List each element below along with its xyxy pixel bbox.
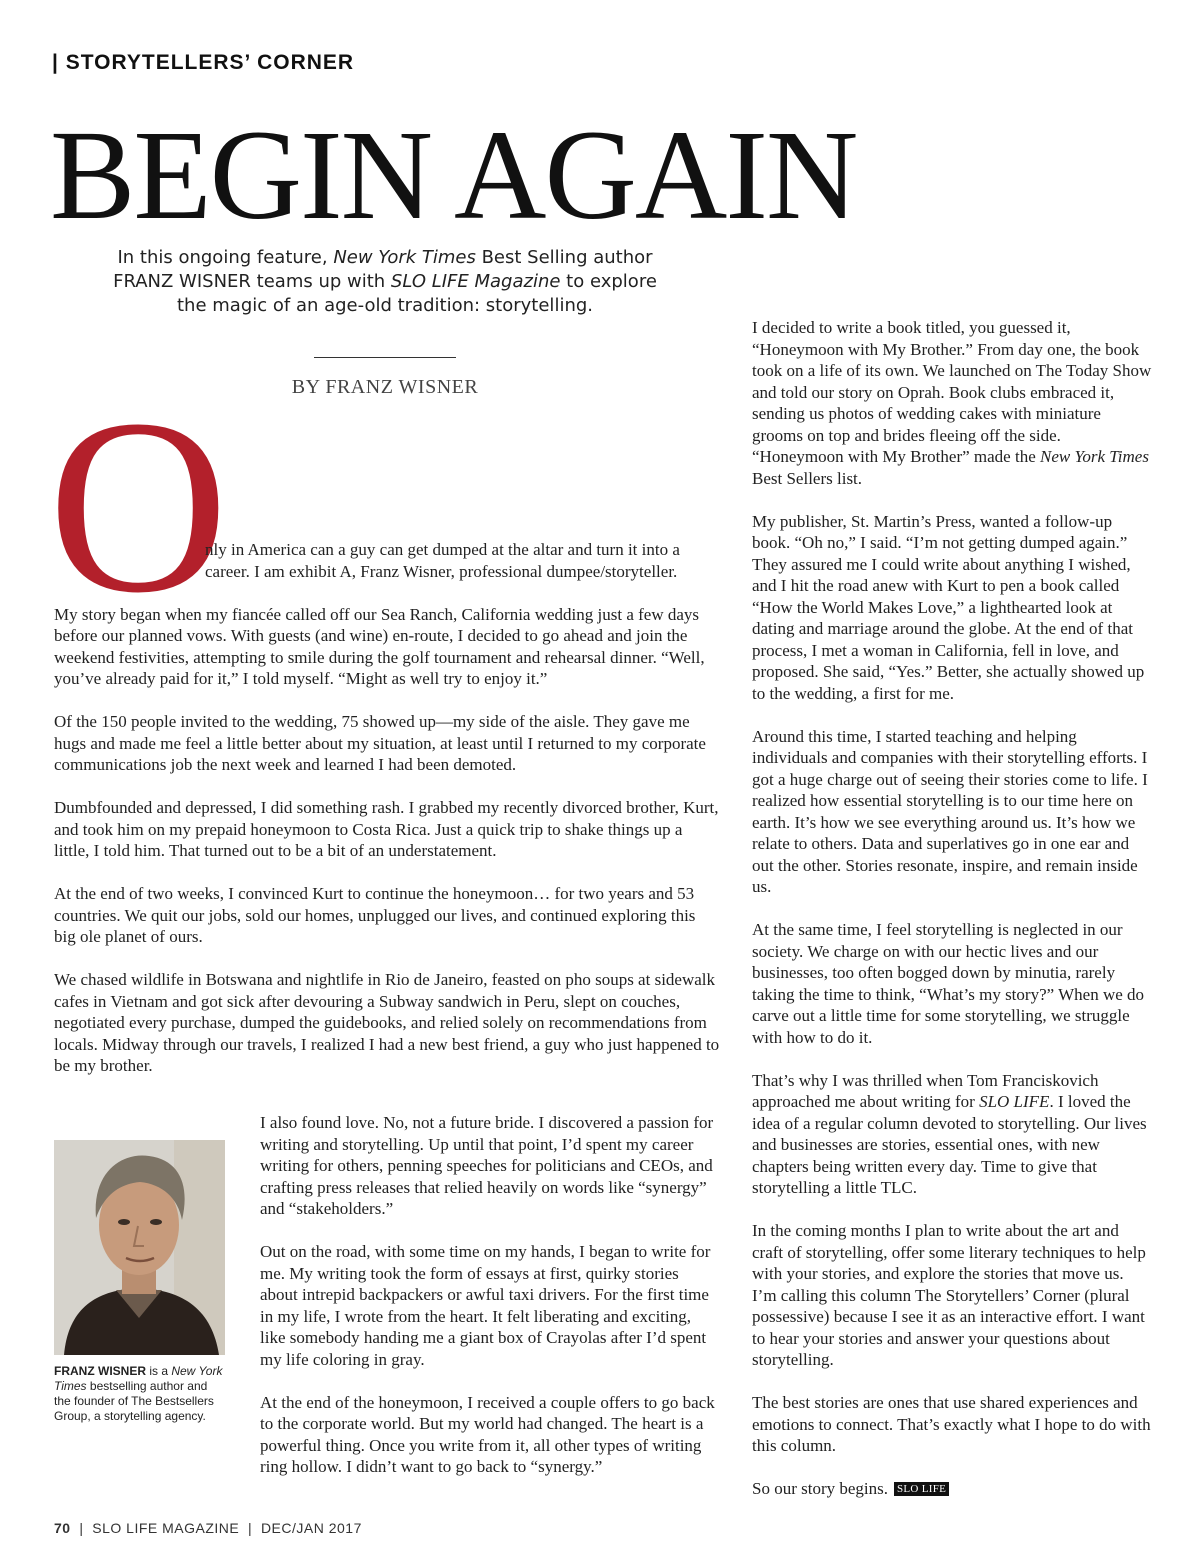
page-number: 70 bbox=[54, 1520, 71, 1536]
author-portrait-image bbox=[54, 1140, 225, 1355]
paragraph-text: . I loved the idea of a regular column devoted to storytelling. Our lives and businesses are stories, essential ones, with new chapters being written every day. Time to give that storytelling a little TLC. bbox=[752, 1092, 1147, 1197]
article-title: BEGIN AGAIN bbox=[50, 104, 857, 246]
paragraph-text: Best Sellers list. bbox=[752, 468, 863, 488]
paragraph: At the end of the honeymoon, I received a couple offers to go back to the corporate world. But my world had changed. The heart is a powerful thing. Once you write from it, all other types of writing ring hollow. I didn’t want to go back to “synergy.” bbox=[260, 1392, 715, 1476]
article-column-right bbox=[752, 317, 1152, 1500]
intro-line-2 bbox=[60, 270, 710, 294]
author-photo bbox=[54, 1140, 225, 1355]
article-column-left bbox=[54, 539, 720, 1077]
article-column-left-lower bbox=[260, 1112, 715, 1478]
byline: BY FRANZ WISNER bbox=[291, 376, 479, 398]
photo-caption bbox=[54, 1364, 224, 1424]
paragraph bbox=[752, 1478, 1152, 1500]
divider-rule bbox=[314, 357, 456, 358]
caption-italic: New York Times bbox=[54, 1364, 223, 1393]
paragraph: The best stories are ones that use shared experiences and emotions to connect. That’s exactly what I hope to do with this column. bbox=[752, 1393, 1151, 1455]
paragraph-italic: New York Times bbox=[1040, 447, 1149, 466]
intro-text: Best Selling author bbox=[475, 247, 653, 268]
intro-deck bbox=[60, 246, 710, 318]
paragraph: At the same time, I feel storytelling is neglected in our society. We charge on with our hectic lives and our businesses, too often bogged down by minutia, rarely taking the time to think, “What’s my story?” When we do carve out a little time for some storytelling, we struggle with how to do it. bbox=[752, 920, 1145, 1047]
page-footer bbox=[54, 1520, 362, 1536]
paragraph bbox=[752, 317, 1152, 489]
intro-text: FRANZ WISNER teams up with bbox=[113, 271, 391, 292]
intro-line-3: the magic of an age-old tradition: storytelling. bbox=[177, 295, 593, 316]
section-label: | STORYTELLERS’ CORNER bbox=[52, 51, 355, 74]
intro-text: to explore bbox=[560, 271, 657, 292]
paragraph-text: That’s why I was thrilled when Tom Franciskovich approached me about writing for bbox=[752, 1070, 1099, 1111]
caption-text: is a bbox=[146, 1364, 172, 1378]
paragraph: At the end of two weeks, I convinced Kurt to continue the honeymoon… for two years and 53 countries. We quit our jobs, sold our homes, unplugged our lives, and continued exploring this big ole planet of ours. bbox=[54, 884, 696, 946]
footer-publication: | SLO LIFE MAGAZINE | DEC/JAN 2017 bbox=[70, 1520, 362, 1536]
paragraph: nly in America can a guy can get dumped at the altar and turn it into a career. I am exhibit A, Franz Wisner, professional dumpee/storyteller. bbox=[205, 540, 680, 581]
end-mark: SLO LIFE bbox=[894, 1482, 949, 1496]
paragraph: Dumbfounded and depressed, I did something rash. I grabbed my recently divorced brother, Kurt, and took him on my prepaid honeymoon to Costa Rica. Just a quick trip to shake things up a little, I told him. That turned out to be a bit of an understatement. bbox=[54, 798, 719, 860]
paragraph-italic: SLO LIFE bbox=[979, 1092, 1050, 1111]
paragraph: I also found love. No, not a future bride. I discovered a passion for writing and storytelling. Up until that point, I’d spent my career writing for others, penning speeches for politicians and CEOs, and crafting press releases that relied heavily on words like “synergy” and “stakeholders.” bbox=[260, 1113, 714, 1218]
paragraph: Around this time, I started teaching and helping individuals and companies with their storytelling efforts. I got a huge charge out of seeing their stories come to life. I realized how essential storytelling is to our time here on earth. It’s how we see everything around us. It’s how we relate to others. Data and superlatives go in one ear and out the other. Stories resonate, inspire, and remain inside us. bbox=[752, 726, 1148, 896]
intro-text: In this ongoing feature, bbox=[117, 247, 334, 268]
intro-italic: New York Times bbox=[333, 247, 476, 268]
intro-italic: SLO LIFE Magazine bbox=[390, 271, 561, 292]
paragraph bbox=[752, 1070, 1152, 1199]
paragraph: My publisher, St. Martin’s Press, wanted a follow-up book. “Oh no,” I said. “I’m not getting dumped again.” They assured me I could write about anything I wished, and I hit the road anew with Kurt to pen a book called “How the World Makes Love,” a lighthearted look at dating and marriage around the globe. At the end of that process, I met a woman in California, fell in love, and proposed. She said, “Yes.” Better, she actually showed up to the wedding, a first for me. bbox=[752, 511, 1145, 703]
paragraph-text: I decided to write a book titled, you guessed it, “Honeymoon with My Brother.” From day one, the book took on a life of its own. We launched on The Today Show and told our story on Oprah. Book clubs embraced it, sending us photos of wedding cakes with miniature grooms on top and brides fleeing off the side. “Honeymoon with My Brother” made the bbox=[752, 318, 1152, 466]
drop-cap: O bbox=[48, 368, 229, 645]
caption-name: FRANZ WISNER bbox=[54, 1364, 146, 1378]
paragraph: We chased wildlife in Botswana and nightlife in Rio de Janeiro, feasted on pho soups at sidewalk cafes in Vietnam and got sick after devouring a Subway sandwich in Peru, slept on couches, negotiated every purchase, dumped the guidebooks, and relied solely on recommendations from locals. Midway through our travels, I realized I had a new best friend, a guy who just happened to be my brother. bbox=[54, 970, 720, 1075]
paragraph: Out on the road, with some time on my hands, I began to write for me. My writing took the form of essays at first, quirky stories about intrepid backpackers or awful taxi drivers. For the first time in my life, I wrote from the heart. It felt liberating and exciting, like somebody handing me a giant box of Crayolas after I’d spent my life coloring in gray. bbox=[260, 1242, 711, 1369]
caption-text: bestselling author and the founder of The Bestsellers Group, a storytelling agency. bbox=[54, 1379, 214, 1423]
intro-line-1 bbox=[60, 246, 710, 270]
paragraph: My story began when my fiancée called off our Sea Ranch, California wedding just a few days before our planned vows. With guests (and wine) en-route, I decided to go ahead and join the weekend festivities, attempting to smile during the golf tournament and rehearsal dinner. “Well, you’ve already paid for it,” I told myself. “Might as well try to enjoy it.” bbox=[54, 604, 705, 688]
closing-line: So our story begins. bbox=[752, 1479, 888, 1498]
paragraph: Of the 150 people invited to the wedding, 75 showed up—my side of the aisle. They gave me hugs and made me feel a little better about my situation, at least until I returned to my corporate communications job the next week and learned I had been demoted. bbox=[54, 712, 706, 774]
paragraph: In the coming months I plan to write about the art and craft of storytelling, offer some literary techniques to help with your stories, and explore the stories that move us. I’m calling this column The Storytellers’ Corner (plural possessive) because I see it as an interactive effort. I want to hear your stories and answer your questions about storytelling. bbox=[752, 1221, 1146, 1369]
